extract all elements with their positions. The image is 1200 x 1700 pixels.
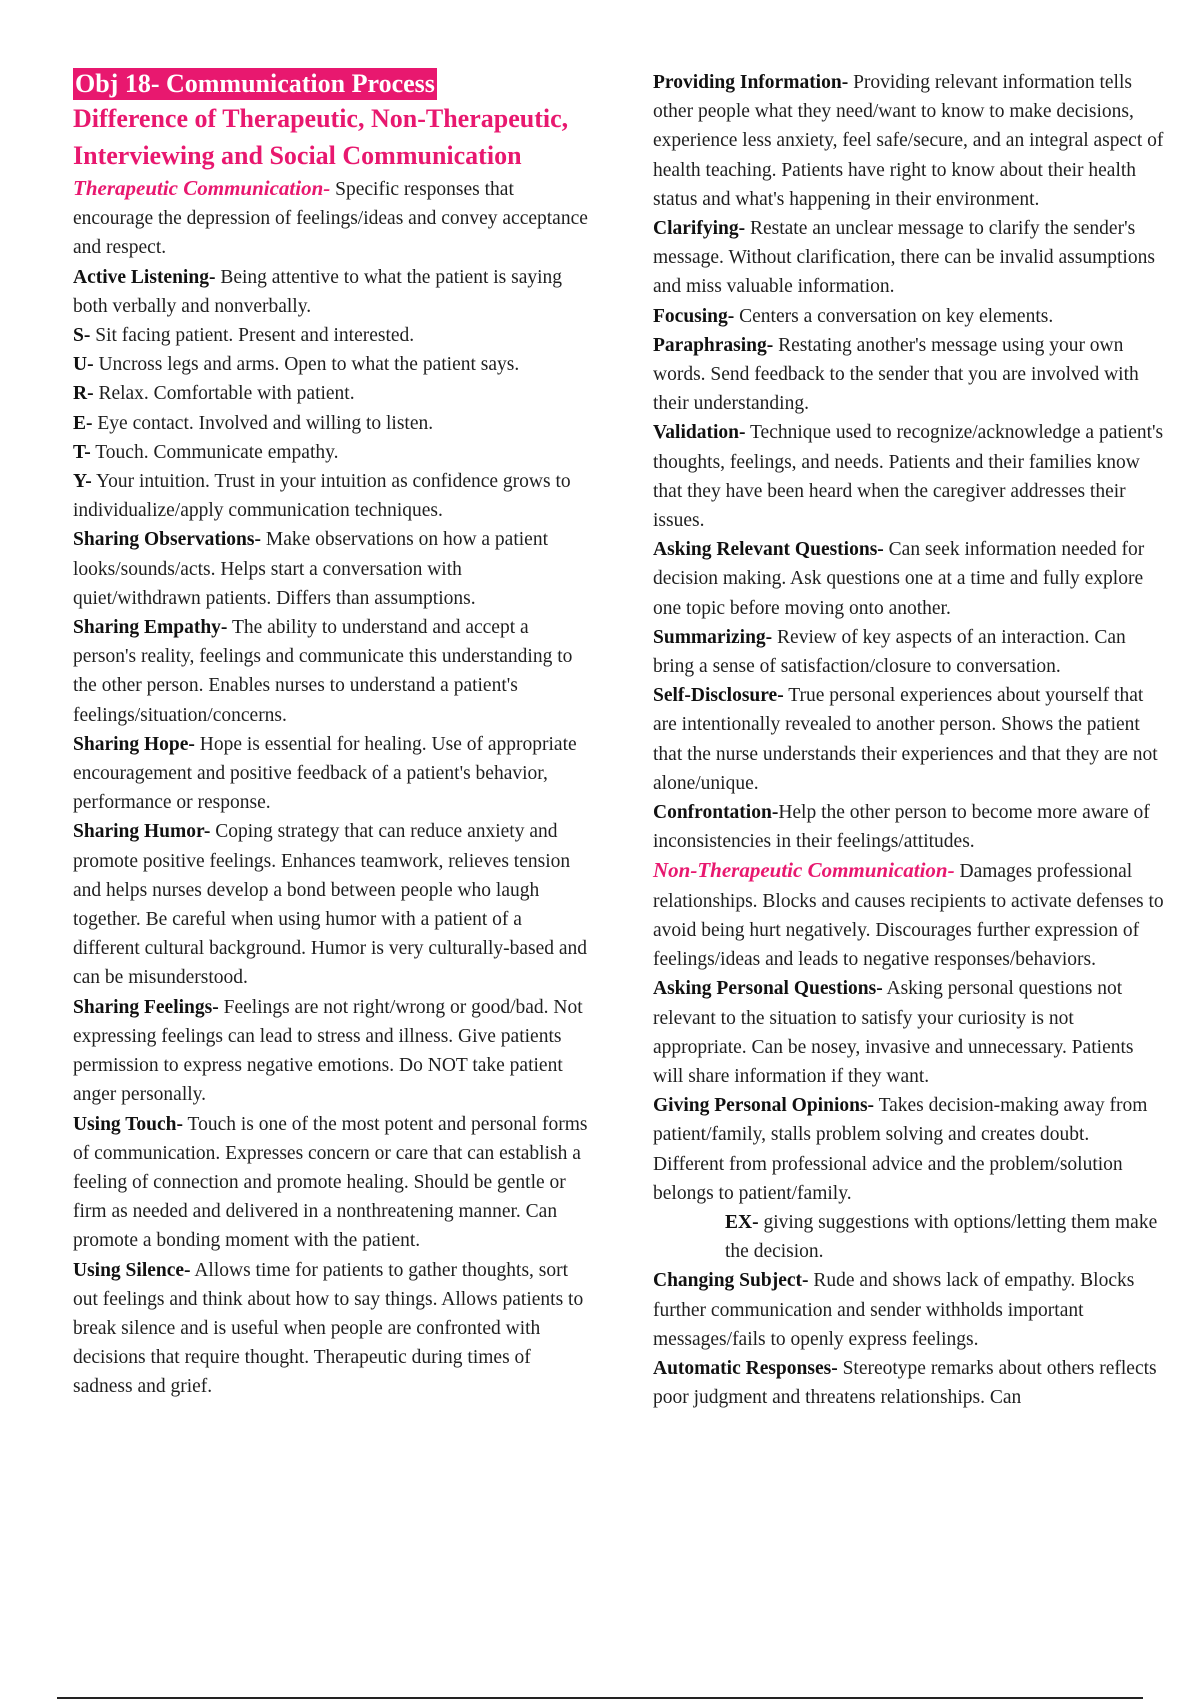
objective-heading: Obj 18- Communication Process bbox=[75, 69, 435, 98]
entry-term: Y- bbox=[73, 471, 92, 493]
entry bbox=[73, 817, 593, 992]
entry-term: Sharing Observations- bbox=[73, 529, 261, 551]
entry-text: Stereotype remarks about others reflects poor judgment and threatens relationships. Can bbox=[653, 1357, 1157, 1409]
entry bbox=[73, 525, 593, 613]
entry-text: Hope is essential for healing. Use of appropriate encouragement and positive feedback of a patient's behavior, performance or response. bbox=[73, 733, 577, 814]
entry-term: Focusing- bbox=[653, 305, 735, 327]
entry bbox=[73, 350, 593, 379]
entry-text: Sit facing patient. Present and interested. bbox=[90, 325, 415, 347]
entry-term: Asking Relevant Questions- bbox=[653, 539, 884, 561]
entry bbox=[73, 467, 593, 525]
entry-text: Touch. Communicate empathy. bbox=[90, 441, 339, 463]
entry-text: Restate an unclear message to clarify the sender's message. Without clarification, there can be invalid assumptions and miss valuable information. bbox=[653, 218, 1155, 298]
entry-text: Specific responses that encourage the depression of feelings/ideas and convey acceptance and respect. bbox=[73, 179, 588, 259]
entry bbox=[73, 321, 593, 350]
entry-term: Providing Information- bbox=[653, 72, 849, 93]
entry-text: Relax. Comfortable with patient. bbox=[93, 383, 355, 405]
entry bbox=[73, 379, 593, 408]
entry-text: Allows time for patients to gather thoughts, sort out feelings and think about how to say things. Allows patients to break silence and is useful when people are confronted with decisions that require thought. Therapeutic during times of sadness and grief. bbox=[73, 1259, 584, 1398]
right-entries bbox=[653, 68, 1165, 1412]
entry bbox=[653, 1354, 1165, 1412]
entry-text: Being attentive to what the patient is saying both verbally and nonverbally. bbox=[73, 266, 563, 317]
entry-term: Therapeutic Communication- bbox=[73, 176, 331, 200]
section-subtitle: Difference of Therapeutic, Non-Therapeutic, Interviewing and Social Communication bbox=[73, 104, 569, 170]
entry bbox=[653, 418, 1165, 535]
entry-text: Touch is one of the most potent and personal forms of communication. Expresses concern or care that can establish a feeling of connection and promote healing. Should be gentle or firm as needed and delivered in a nonthreatening manner. Can promote a bonding moment with the patient. bbox=[73, 1113, 588, 1252]
entry-term: T- bbox=[73, 441, 91, 463]
entry bbox=[653, 798, 1165, 856]
entry-term: Active Listening- bbox=[73, 266, 216, 288]
footer-rule bbox=[57, 1697, 1143, 1699]
entry-text: Eye contact. Involved and willing to listen. bbox=[92, 412, 434, 434]
entry bbox=[73, 613, 593, 730]
entry-term: S- bbox=[73, 325, 91, 347]
entry-term: R- bbox=[73, 383, 94, 405]
entry-text: Help the other person to become more aware of inconsistencies in their feelings/attitudes. bbox=[653, 802, 1150, 853]
entry bbox=[73, 438, 593, 467]
entry-term: Paraphrasing- bbox=[653, 334, 774, 356]
entry-term: Self-Disclosure- bbox=[653, 685, 784, 707]
entry-text: Your intuition. Trust in your intuition as confidence grows to individualize/apply communication techniques. bbox=[73, 471, 571, 522]
entry-text: Centers a conversation on key elements. bbox=[734, 305, 1054, 327]
entry bbox=[653, 1266, 1165, 1354]
entry bbox=[653, 331, 1165, 419]
entry-text: Can seek information needed for decision making. Ask questions one at a time and fully explore one topic before moving onto another. bbox=[653, 539, 1145, 619]
entry-text: Providing relevant information tells other people what they need/want to know to make decisions, experience less anxiety, feel safe/secure, and an integral aspect of health teaching. Patients have right to know about their health status and what's happening in their environment. bbox=[653, 72, 1164, 210]
entry-text: Uncross legs and arms. Open to what the patient says. bbox=[93, 354, 520, 376]
entry bbox=[73, 409, 593, 438]
entry bbox=[653, 623, 1165, 681]
entry bbox=[73, 174, 593, 263]
entry-term: Summarizing- bbox=[653, 626, 773, 648]
entry-text: Rude and shows lack of empathy. Blocks further communication and sender withholds important messages/fails to openly express feelings. bbox=[653, 1270, 1135, 1350]
entry-term: E- bbox=[73, 412, 93, 434]
entry bbox=[73, 263, 593, 321]
entry-term: Using Silence- bbox=[73, 1259, 191, 1281]
entry bbox=[653, 214, 1165, 302]
entry bbox=[653, 1208, 1165, 1266]
entry-term: Validation- bbox=[653, 422, 746, 444]
left-entries bbox=[73, 174, 593, 1402]
entry-text: The ability to understand and accept a person's reality, feelings and communicate this understanding to the other person. Enables nurses to understand a patient's feelings/situation/concerns. bbox=[73, 617, 573, 726]
entry-term: U- bbox=[73, 354, 94, 376]
entry-text: Damages professional relationships. Blocks and causes recipients to activate defenses to avoid being hurt negatively. Discourages further expression of feelings/ideas and leads to negative responses/behaviors. bbox=[653, 861, 1164, 971]
entry bbox=[73, 993, 593, 1110]
entry bbox=[73, 1256, 593, 1402]
entry-text: giving suggestions with options/letting them make the decision. bbox=[725, 1211, 1158, 1263]
entry-term: Automatic Responses- bbox=[653, 1357, 838, 1379]
entry bbox=[653, 68, 1165, 214]
entry bbox=[653, 856, 1165, 974]
entry-text: Coping strategy that can reduce anxiety and promote positive feelings. Enhances teamwork, relieves tension and helps nurses develop a bond between people who laugh together. Be careful when using humor with a patient of a different cultural background. Humor is very culturally-based and can be misunderstood. bbox=[73, 821, 588, 989]
entry bbox=[653, 535, 1165, 623]
entry bbox=[653, 1091, 1165, 1208]
entry-term: Sharing Humor- bbox=[73, 821, 211, 843]
entry bbox=[653, 302, 1165, 331]
right-column bbox=[653, 68, 1165, 1412]
entry bbox=[653, 974, 1165, 1091]
entry-text: Make observations on how a patient looks/sounds/acts. Helps start a conversation with quiet/withdrawn patients. Differs than assumptions. bbox=[73, 529, 548, 609]
entry-term: Clarifying- bbox=[653, 218, 746, 240]
left-column bbox=[73, 68, 593, 1402]
entry-term: Using Touch- bbox=[73, 1113, 184, 1135]
entry-term: Changing Subject- bbox=[653, 1270, 809, 1292]
entry-term: Giving Personal Opinions- bbox=[653, 1095, 875, 1117]
entry bbox=[73, 730, 593, 818]
entry-term: Sharing Empathy- bbox=[73, 617, 228, 639]
entry-text: True personal experiences about yourself that are intentionally revealed to another person. Shows the patient that the nurse understands their experiences and that they are not alone/unique. bbox=[653, 685, 1158, 794]
entry-term: Asking Personal Questions- bbox=[653, 978, 883, 1000]
entry-text: Feelings are not right/wrong or good/bad. Not expressing feelings can lead to stress and illness. Give patients permission to express negative emotions. Do NOT take patient anger personally. bbox=[73, 996, 583, 1106]
entry-text: Takes decision-making away from patient/family, stalls problem solving and creates doubt. Different from professional advice and the problem/solution belongs to patient/family. bbox=[653, 1095, 1148, 1204]
entry-text: Review of key aspects of an interaction. Can bring a sense of satisfaction/closure to conversation. bbox=[653, 626, 1126, 678]
entry-text: Asking personal questions not relevant to the situation to satisfy your curiosity is not appropriate. Can be nosey, invasive and unnecessary. Patients will share information if they want. bbox=[653, 978, 1134, 1087]
entry-text: Restating another's message using your own words. Send feedback to the sender that you are involved with their understanding. bbox=[653, 334, 1139, 415]
entry-term: Sharing Hope- bbox=[73, 733, 195, 755]
entry-term: Sharing Feelings- bbox=[73, 996, 219, 1018]
entry-term: EX- bbox=[725, 1211, 759, 1233]
entry bbox=[653, 681, 1165, 798]
entry bbox=[73, 1110, 593, 1256]
entry-term: Confrontation- bbox=[653, 802, 779, 824]
entry-term: Non-Therapeutic Communication- bbox=[653, 858, 955, 883]
entry-text: Technique used to recognize/acknowledge a patient's thoughts, feelings, and needs. Patients and their families know that they have been heard when the caregiver addresses their issues. bbox=[653, 422, 1164, 532]
